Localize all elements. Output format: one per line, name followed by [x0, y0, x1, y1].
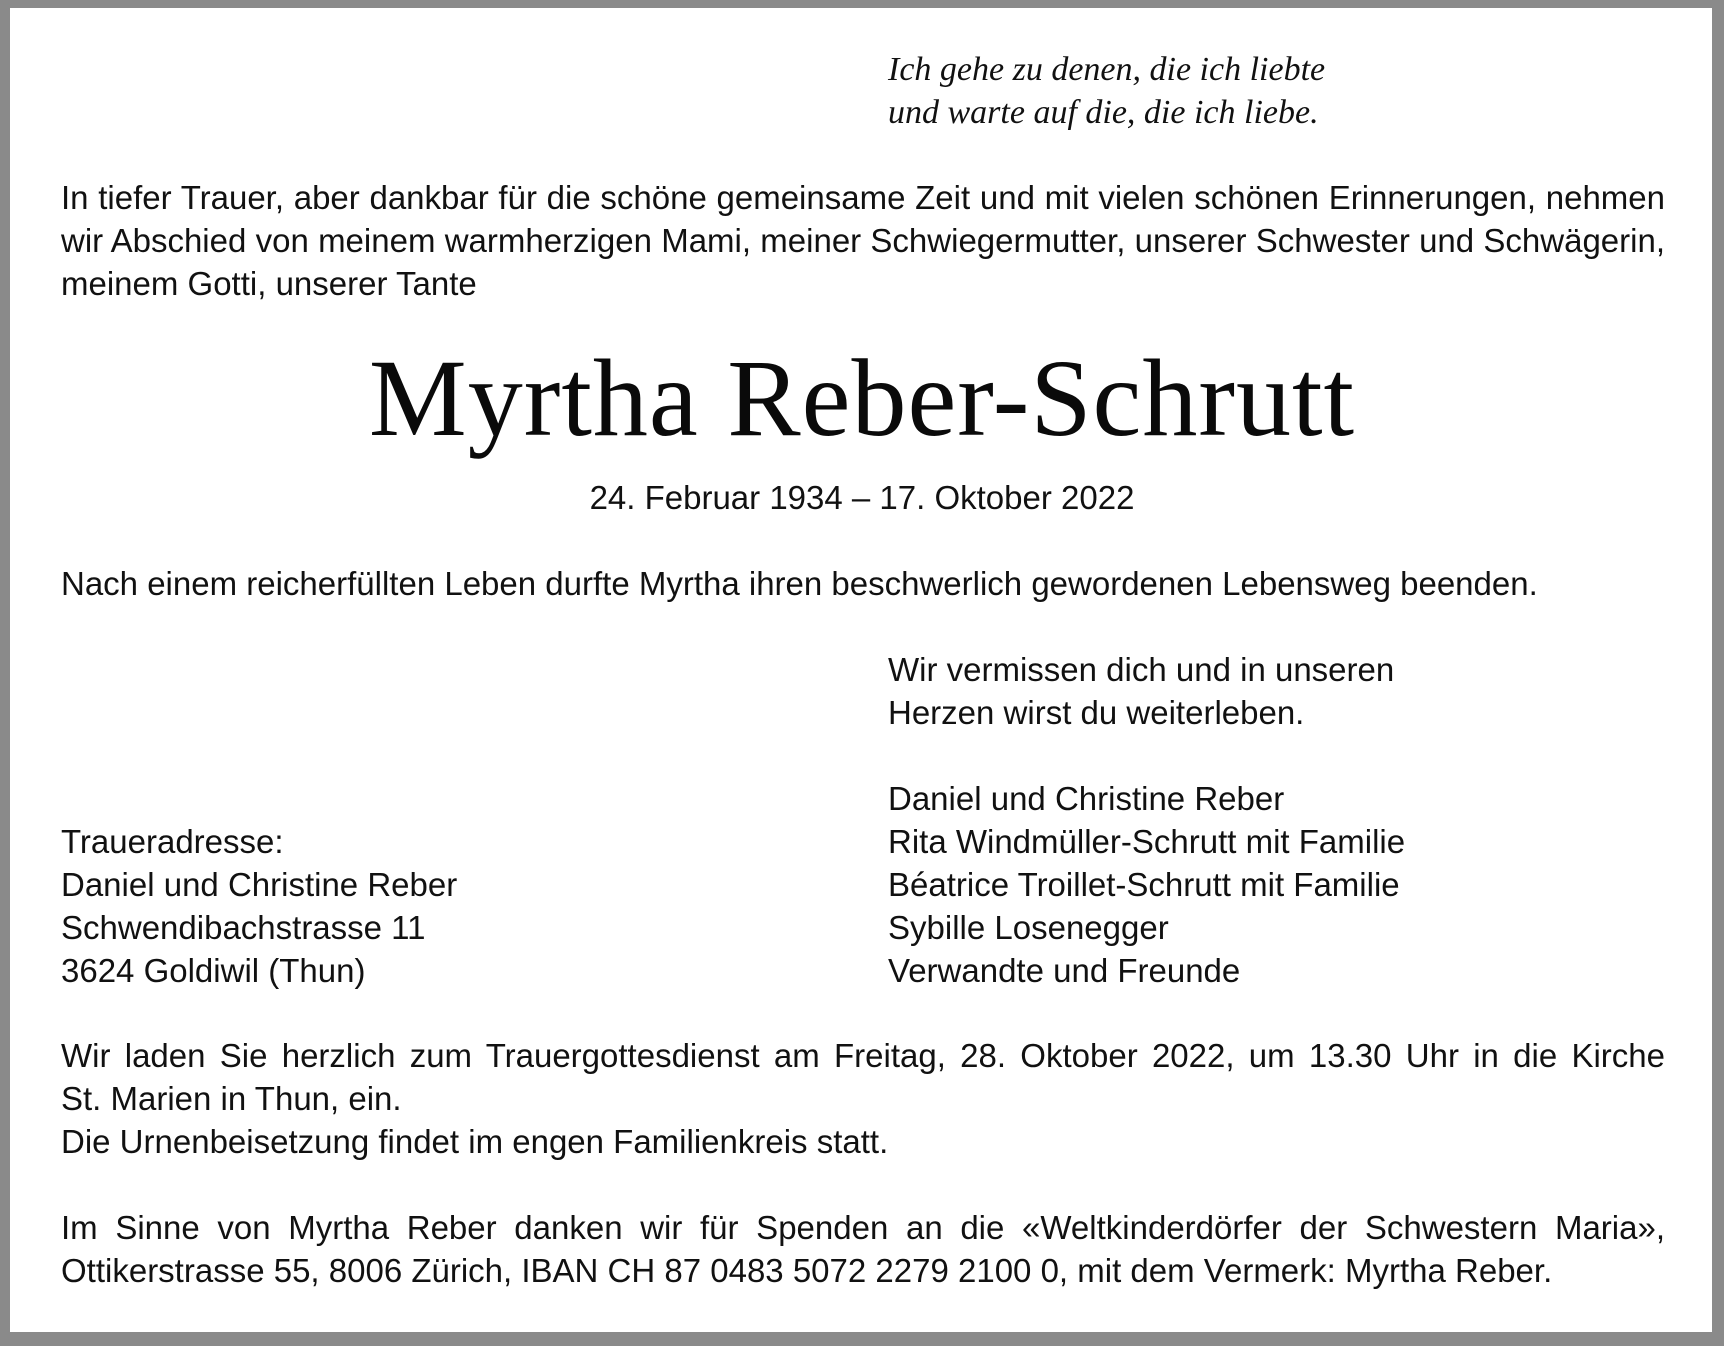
- address-label: Traueradresse:: [61, 823, 284, 860]
- mourner-item: Verwandte und Freunde: [888, 952, 1241, 989]
- intro-line-2: wir Abschied von meinem warmherzigen Mami, meiner Schwiegermutter, unserer Schwester und Schwägerin,: [61, 222, 1665, 259]
- mourner-item: Béatrice Troillet-Schrutt mit Familie: [888, 866, 1400, 903]
- life-statement: [61, 562, 1665, 605]
- motto-line-2: und warte auf die, die ich liebe.: [888, 94, 1319, 131]
- mourner-item: Daniel und Christine Reber: [888, 780, 1285, 817]
- service-paragraph: [61, 1034, 1665, 1163]
- intro-line-3: meinem Gotti, unserer Tante: [61, 265, 477, 302]
- address-name: Daniel und Christine Reber: [61, 866, 458, 903]
- address-street: Schwendibachstrasse 11: [61, 909, 426, 946]
- service-line-1: Wir laden Sie herzlich zum Trauergottesdienst am Freitag, 28. Oktober 2022, um 13.30 Uhr in die Kirche: [61, 1037, 1665, 1074]
- motto-quote: [888, 48, 1325, 134]
- mourner-item: Rita Windmüller-Schrutt mit Familie: [888, 823, 1406, 860]
- intro-line-1: In tiefer Trauer, aber dankbar für die schöne gemeinsame Zeit und mit vielen schönen Erinnerungen, nehmen: [61, 179, 1665, 216]
- mourning-address: [61, 820, 457, 992]
- address-city: 3624 Goldiwil (Thun): [61, 952, 366, 989]
- motto-line-1: Ich gehe zu denen, die ich liebte: [888, 51, 1326, 88]
- mourners-list: [888, 777, 1405, 992]
- donation-paragraph: [61, 1206, 1665, 1292]
- farewell-line-2: Herzen wirst du weiterleben.: [888, 694, 1305, 731]
- life-statement-text: Nach einem reicherfüllten Leben durfte Myrtha ihren beschwerlich gewordenen Lebensweg beenden.: [61, 565, 1538, 602]
- life-dates: 24. Februar 1934 – 17. Oktober 2022: [589, 479, 1135, 516]
- service-line-2: St. Marien in Thun, ein.: [61, 1080, 402, 1117]
- intro-paragraph: [61, 176, 1665, 305]
- deceased-name: Myrtha Reber-Schrutt: [368, 337, 1356, 459]
- donation-line-1: Im Sinne von Myrtha Reber danken wir für Spenden an die «Weltkinderdörfer der Schwestern Maria»,: [61, 1209, 1665, 1246]
- service-line-3: Die Urnenbeisetzung findet im engen Familienkreis statt.: [61, 1123, 889, 1160]
- farewell-verse: [888, 648, 1394, 734]
- mourner-item: Sybille Losenegger: [888, 909, 1169, 946]
- donation-line-2: Ottikerstrasse 55, 8006 Zürich, IBAN CH 87 0483 5072 2279 2100 0, mit dem Vermerk: Myrtha Reber.: [61, 1252, 1553, 1289]
- farewell-line-1: Wir vermissen dich und in unseren: [888, 651, 1395, 688]
